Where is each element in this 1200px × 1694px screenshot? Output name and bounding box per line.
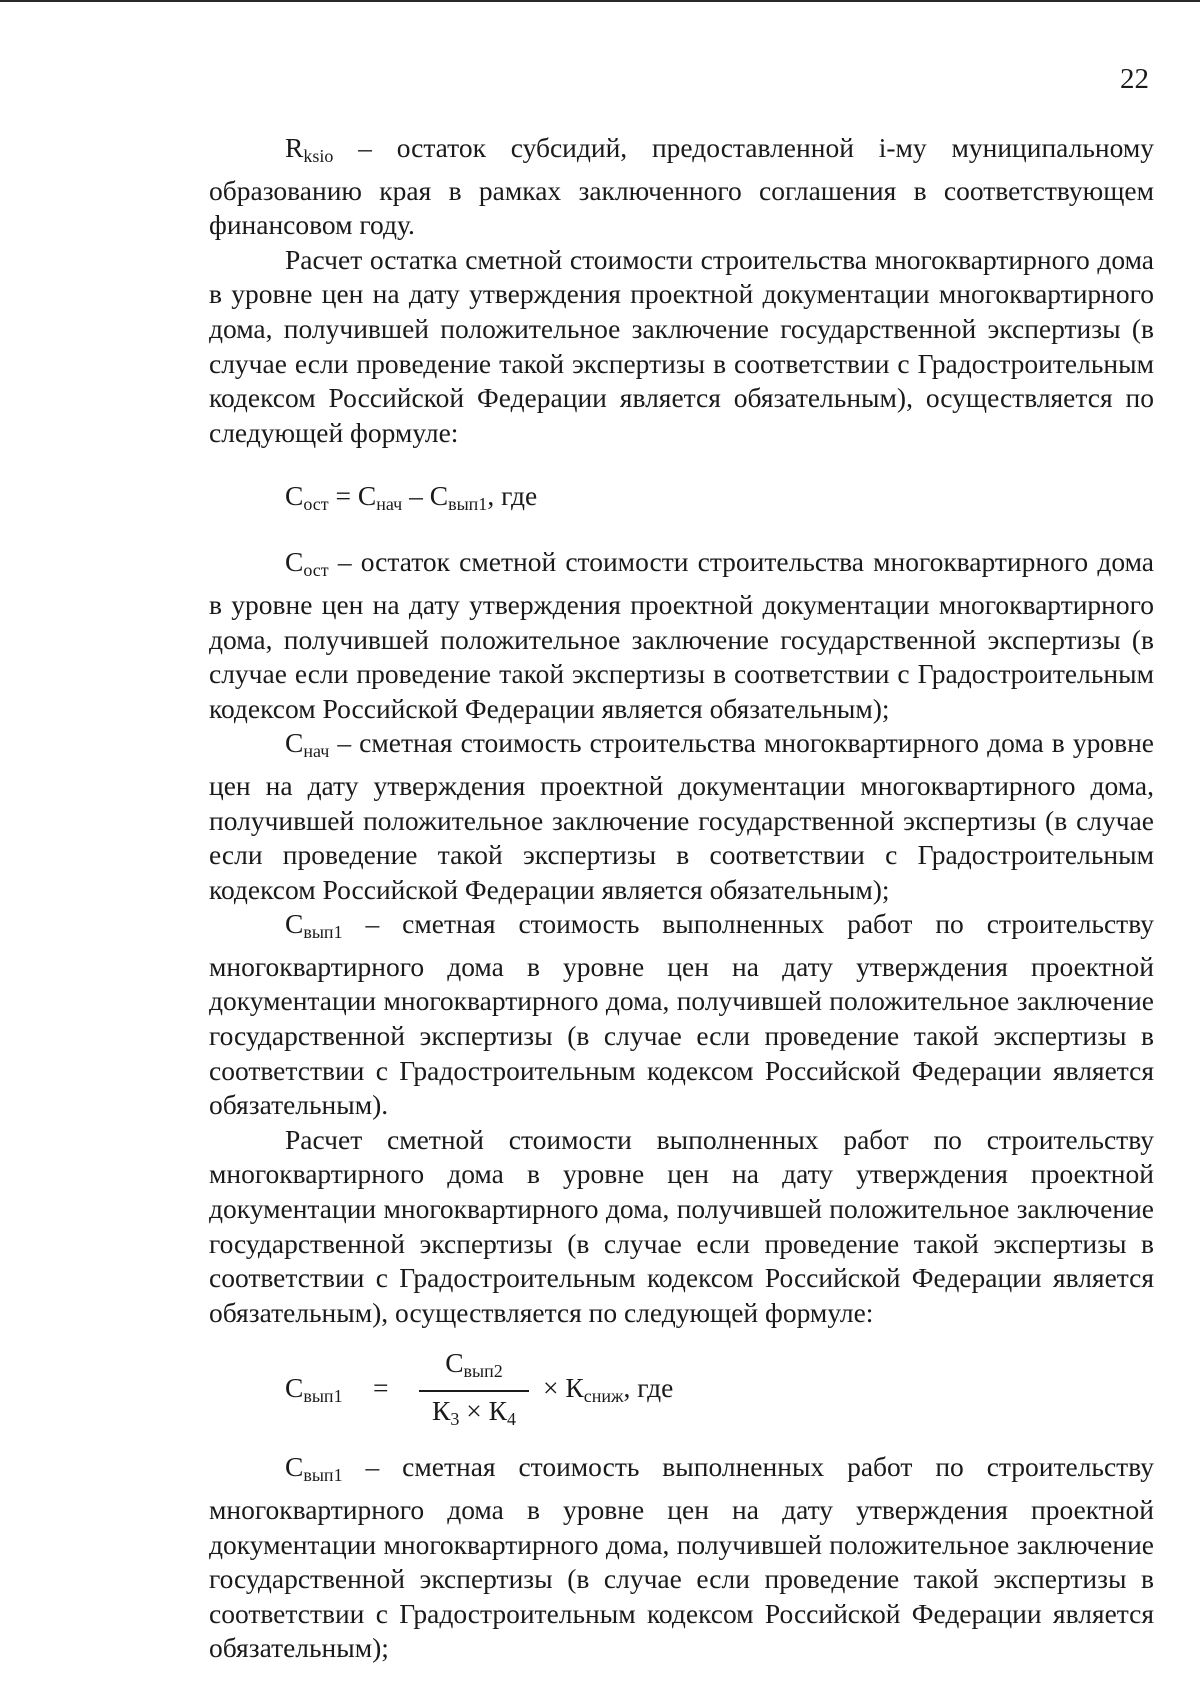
symbol-subscript: ksio (303, 146, 334, 166)
fraction-bar (419, 1390, 529, 1392)
formula-residual-cost (285, 476, 1154, 516)
paragraph-cvyp1-definition (209, 907, 1154, 1123)
formula-lhs-subscript: вып1 (303, 1386, 343, 1407)
formula-term-b-subscript: вып1 (448, 494, 488, 515)
paragraph-cnach-definition (209, 726, 1154, 907)
formula-minus: – (402, 480, 430, 512)
formula-multiplier (543, 1371, 673, 1414)
symbol-subscript: вып1 (303, 922, 343, 943)
denominator-k3: К (432, 1395, 451, 1427)
numerator-symbol: С (445, 1347, 464, 1379)
symbol-subscript: вып1 (303, 1465, 343, 1486)
denominator-k4: К (488, 1395, 507, 1427)
symbol: С (285, 727, 304, 759)
formula-lhs-subscript: ост (303, 494, 329, 515)
symbol: С (285, 908, 304, 940)
formula-lhs-symbol: С (285, 1372, 304, 1404)
multiplier-symbol: × К (543, 1372, 584, 1404)
numerator-subscript: вып2 (463, 1361, 503, 1382)
paragraph-completed-works-calculation-intro: Расчет сметной стоимости выполненных работ по строительству многоквартирного дома в уровне цен на дату утверждения проектной документации многоквартирного дома, получившей положительное заключение государственной экспертизы (в случае если проведение такой экспертизы в соответствии с Градостроительным кодексом Российской Федерации является обязательным), осуществляется по следующей формуле: (209, 1123, 1154, 1328)
fraction-numerator (419, 1346, 529, 1388)
formula-tail: , где (623, 1372, 674, 1404)
definition-text: – сметная стоимость выполненных работ по строительству многоквартирного дома в уровне цен на дату утверждения проектной документации многоквартирного дома, получившей положительное заключение государственной экспертизы (в случае если проведение такой экспертизы в соответствии с Градостроительным кодексом Российской Федерации является обязательным). (209, 908, 1154, 1121)
denominator-k3-subscript: 3 (450, 1409, 460, 1430)
definition-text: – сметная стоимость выполненных работ по строительству многоквартирного дома в уровне цен на дату утверждения проектной документации многоквартирного дома, получившей положительное заключение государственной экспертизы (в случае если проведение такой экспертизы в соответствии с Градостроительным кодексом Российской Федерации является обязательным); (209, 1451, 1154, 1664)
symbol: С (285, 546, 304, 578)
formula-term-a-subscript: нач (376, 494, 403, 515)
denominator-k4-subscript: 4 (506, 1409, 516, 1430)
document-body (209, 131, 1154, 1666)
formula-lhs (285, 1371, 343, 1414)
symbol: С (285, 1451, 304, 1483)
formula-completed-works-cost (285, 1346, 1154, 1430)
denominator-times: × (459, 1395, 489, 1427)
paragraph-cvyp1-definition-repeat (209, 1450, 1154, 1666)
paragraph-rksio-definition (209, 131, 1154, 243)
multiplier-subscript: сниж (583, 1386, 624, 1407)
formula-equals: = (328, 480, 358, 512)
formula-lhs: С (285, 480, 304, 512)
formula-fraction (419, 1346, 529, 1436)
definition-text: – остаток субсидий, предоставленной i-му муниципальному образованию края в рамках заключенного соглашения в соответствующем финансовом году. (209, 132, 1154, 241)
formula-term-a: С (357, 480, 377, 512)
definition-text: – сметная стоимость строительства многоквартирного дома в уровне цен на дату утверждения проектной документации многоквартирного дома, получившей положительное заключение государственной экспертизы (в случае если проведение такой экспертизы в соответствии с Градостроительным кодексом Российской Федерации является обязательным); (209, 727, 1154, 905)
paragraph-residual-calculation-intro: Расчет остатка сметной стоимости строительства многоквартирного дома в уровне цен на дату утверждения проектной документации многоквартирного дома, получившей положительное заключение государственной экспертизы (в случае если проведение такой экспертизы в соответствии с Градостроительным кодексом Российской Федерации является обязательным), осуществляется по следующей формуле: (209, 243, 1154, 448)
definition-text: – остаток сметной стоимости строительства многоквартирного дома в уровне цен на дату утверждения проектной документации многоквартирного дома, получившей положительное заключение государственной экспертизы (в случае если проведение такой экспертизы в соответствии с Градостроительным кодексом Российской Федерации является обязательным); (209, 546, 1154, 724)
top-border-line (0, 0, 1200, 2)
symbol-subscript: ост (303, 560, 329, 581)
fraction-denominator (419, 1394, 529, 1436)
page-number: 22 (1120, 63, 1149, 95)
formula-tail: , где (487, 480, 538, 512)
formula-equals: = (373, 1372, 389, 1404)
symbol: R (285, 132, 304, 163)
symbol-subscript: нач (303, 741, 330, 762)
formula-term-b: С (429, 480, 449, 512)
paragraph-cost-definition (209, 545, 1154, 726)
